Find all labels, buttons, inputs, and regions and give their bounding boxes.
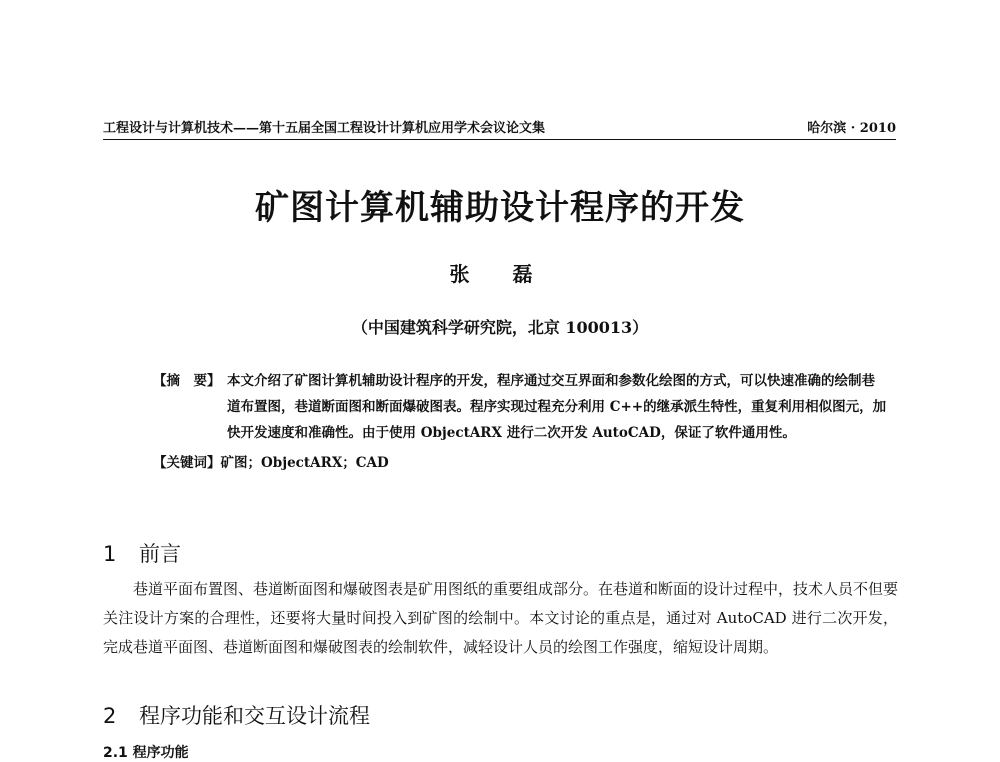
paper-title: 矿图计算机辅助设计程序的开发 xyxy=(255,188,745,228)
header-conference-title: 工程设计与计算机技术——第十五届全国工程设计计算机应用学术会议论文集 xyxy=(103,121,546,136)
abstract xyxy=(153,368,888,446)
keywords xyxy=(153,450,888,476)
abstract-text: 本文介绍了矿图计算机辅助设计程序的开发，程序通过交互界面和参数化绘图的方式，可以快速准确的绘制巷道布置图，巷道断面图和断面爆破图表。程序实现过程充分利用 C++的继承派生特性，重复利用相似图元，加快开发速度和准确性。由于使用 ObjectARX 进行二次开发 AutoCAD，保证了软件通用性。 xyxy=(227,373,887,441)
section-number: 1 xyxy=(103,542,117,566)
keywords-text: 矿图；ObjectARX；CAD xyxy=(220,455,389,471)
subsection-heading-2-1: 2.1 程序功能 xyxy=(103,745,189,761)
section-heading-1 xyxy=(103,538,181,568)
section-1-paragraph: 巷道平面布置图、巷道断面图和爆破图表是矿用图纸的重要组成部分。在巷道和断面的设计过程中，技术人员不但要关注设计方案的合理性，还要将大量时间投入到矿图的绘制中。本文讨论的重点是，通过对 AutoCAD 进行二次开发，完成巷道平面图、巷道断面图和爆破图表的绘制软件，减轻设计人员的绘图工作强度，缩短设计周期。 xyxy=(103,580,899,656)
author-name: 张 磊 xyxy=(449,262,551,286)
section-title: 前言 xyxy=(139,542,181,566)
section-number: 2 xyxy=(103,704,117,728)
abstract-block xyxy=(153,368,888,476)
author-affiliation: （中国建筑科学研究院，北京 100013） xyxy=(351,318,649,337)
abstract-label: 【摘 要】 xyxy=(153,373,221,389)
keywords-label: 【关键词】 xyxy=(153,455,221,471)
header-location-year: 哈尔滨 · 2010 xyxy=(807,121,896,136)
running-header xyxy=(103,113,896,140)
section-title: 程序功能和交互设计流程 xyxy=(139,704,370,728)
section-heading-2 xyxy=(103,700,370,730)
